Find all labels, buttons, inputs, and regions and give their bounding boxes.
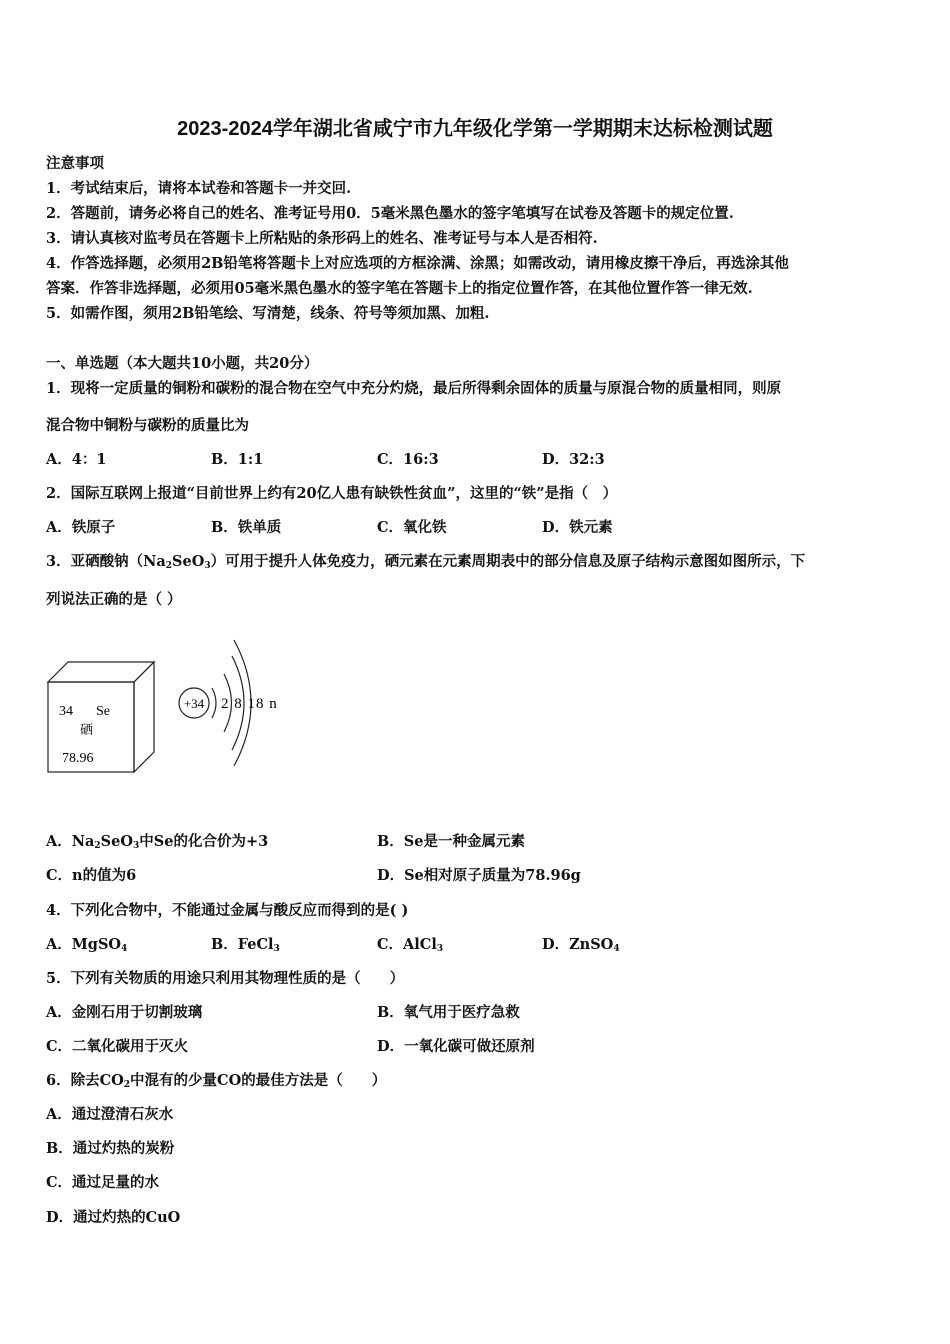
- question-1-text: 1．现将一定质量的铜粉和碳粉的混合物在空气中充分灼烧，最后所得剩余固体的质量与原混合物的质量相同，则原: [46, 380, 782, 397]
- q2-option-b: B．铁单质: [211, 519, 282, 536]
- q6-option-d: D．通过灼热的CuO: [46, 1209, 181, 1226]
- section-heading: 一、单选题（本大题共10小题，共20分）: [46, 355, 319, 372]
- question-3-text-cont: 列说法正确的是（ ）: [46, 591, 182, 608]
- q5-option-c: C．二氧化碳用于灭火: [46, 1038, 189, 1055]
- question-1-text-cont: 混合物中铜粉与碳粉的质量比为: [46, 417, 249, 434]
- q3-option-d: D．Se相对原子质量为78.96g: [377, 867, 581, 884]
- nucleus-charge: +34: [183, 696, 205, 711]
- q4-option-a: A．MgSO$_4$: [46, 936, 128, 954]
- notice-item: 3．请认真核对监考员在答题卡上所粘贴的条形码上的姓名、准考证号与本人是否相符.: [46, 230, 598, 247]
- q4-option-c: C．AlCl$_3$: [377, 936, 444, 954]
- periodic-table-cell: [48, 662, 154, 772]
- notice-item: 答案．作答非选择题，必须用05毫米黑色墨水的签字笔在答题卡上的指定位置作答，在其他位置作答一律无效.: [46, 280, 753, 297]
- q2-option-d: D．铁元素: [542, 519, 613, 536]
- notice-heading: 注意事项: [46, 155, 104, 172]
- q6-option-a: A．通过澄清石灰水: [46, 1106, 174, 1123]
- page-title: 2023-2024学年湖北省咸宁市九年级化学第一学期期末达标检测试题: [177, 118, 773, 140]
- atomic-number: 34: [59, 704, 73, 719]
- q1-option-d: D．32:3: [542, 451, 605, 468]
- notice-item: 1．考试结束后，请将本试卷和答题卡一并交回.: [46, 180, 352, 197]
- q2-option-c: C．氧化铁: [377, 519, 447, 536]
- question-3-text: 3．亚硒酸钠$(Na_2SeO_3)$可用于提升人体免疫力，硒元素在元素周期表中的部分信息及原子结构示意图如图所示，下: [46, 553, 806, 571]
- q6-option-b: B．通过灼热的炭粉: [46, 1140, 175, 1157]
- q6-option-c: C．通过足量的水: [46, 1174, 160, 1191]
- element-symbol: Se: [96, 704, 110, 719]
- question-2-text: 2．国际互联网上报道“目前世界上约有20亿人患有缺铁性贫血”，这里的“铁”是指（ ）: [46, 485, 618, 502]
- q2-option-a: A．铁原子: [46, 519, 116, 536]
- q1-option-a: A．4：1: [46, 451, 107, 468]
- atomic-mass: 78.96: [62, 751, 94, 766]
- question-5-text: 5．下列有关物质的用途只利用其物理性质的是（ ）: [46, 970, 405, 987]
- q5-option-a: A．金刚石用于切割玻璃: [46, 1004, 203, 1021]
- q3-option-a: A．$Na_2SeO_3$中Se的化合价为+3: [46, 833, 269, 851]
- question-4-text: 4．下列化合物中，不能通过金属与酸反应而得到的是( ): [46, 902, 409, 919]
- q4-option-b: B．FeCl$_3$: [211, 936, 280, 954]
- atom-structure-diagram: [179, 640, 278, 766]
- element-name: 硒: [80, 723, 94, 738]
- q5-option-d: D．一氧化碳可做还原剂: [377, 1038, 535, 1055]
- q3-option-c: C．n的值为6: [46, 867, 137, 884]
- q4-option-d: D．ZnSO$_4$: [542, 936, 620, 954]
- electron-shells: 2 8 18 n: [221, 696, 278, 712]
- q1-option-c: C．16:3: [377, 451, 439, 468]
- question-6-text: 6．除去$CO_2$中混有的少量CO的最佳方法是（ ）: [46, 1072, 387, 1090]
- notice-item: 4．作答选择题，必须用2B铅笔将答题卡上对应选项的方框涂满、涂黑；如需改动，请用橡皮擦干净后，再选涂其他: [46, 255, 789, 272]
- notice-item: 5．如需作图，须用2B铅笔绘、写清楚，线条、符号等须加黑、加粗.: [46, 305, 490, 322]
- q1-option-b: B．1:1: [211, 451, 264, 468]
- selenium-figure: [44, 626, 294, 776]
- q5-option-b: B．氧气用于医疗急救: [377, 1004, 520, 1021]
- q3-option-b: B．Se是一种金属元素: [377, 833, 525, 850]
- notice-item: 2．答题前，请务必将自己的姓名、准考证号用0．5毫米黑色墨水的签字笔填写在试卷及答题卡的规定位置.: [46, 205, 734, 222]
